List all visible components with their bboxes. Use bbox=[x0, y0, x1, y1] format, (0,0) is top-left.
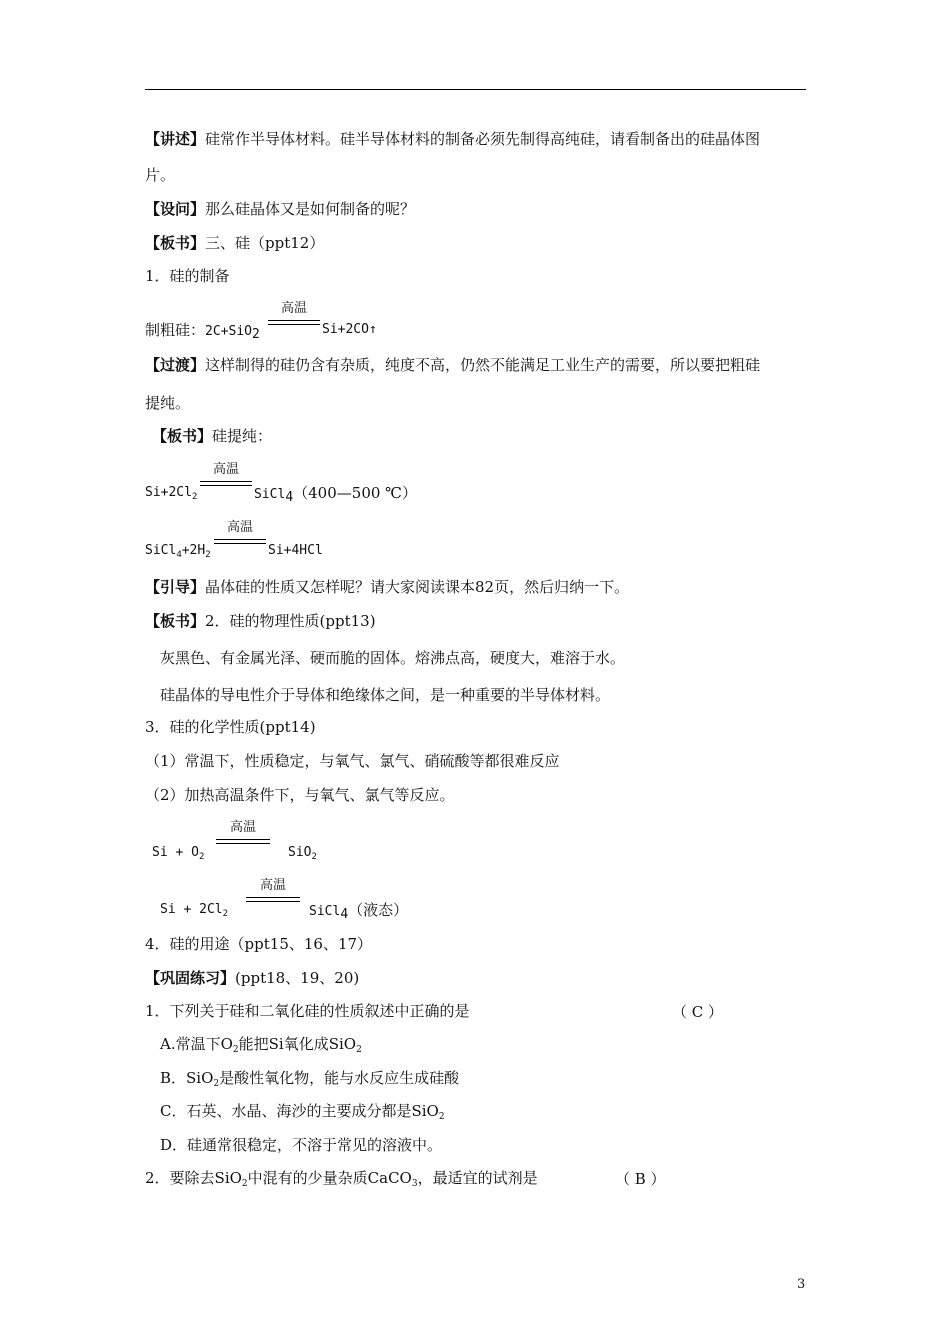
equation-double-line bbox=[214, 539, 266, 544]
board-line-purify: 【板书】硅提纯： bbox=[152, 427, 273, 445]
exercise-heading: 【巩固练习】(ppt18、19、20) bbox=[145, 969, 360, 987]
equation-purify-2-reactants: $SiCl_4+2H_2$ bbox=[145, 543, 211, 560]
equation-chlorination-reactants: $Si + 2Cl_2$ bbox=[160, 902, 229, 919]
physical-property-line: 灰黑色、有金属光泽、硬而脆的固体。熔沸点高，硬度大，难溶于水。 bbox=[160, 649, 626, 667]
chemical-property-line: （1）常温下，性质稳定，与氧气、氯气、硝硫酸等都很难反应 bbox=[145, 752, 560, 770]
equation-double-line bbox=[268, 320, 320, 325]
board-line-physical: 【板书】2．硅的物理性质(ppt13) bbox=[145, 612, 376, 630]
question-line: 【设问】那么硅晶体又是如何制备的呢？ bbox=[145, 200, 416, 218]
page-number: 3 bbox=[797, 1277, 806, 1292]
question-1-option-b: B．SiO$_2$是酸性氧化物，能与水反应生成硅酸 bbox=[160, 1069, 460, 1089]
question-2-stem: 2．要除去SiO$_2$中混有的少量杂质CaCO$_3$，最适宜的试剂是 bbox=[145, 1169, 538, 1189]
condition-label: 高温 bbox=[226, 520, 253, 535]
question-1-option-a: A.常温下$O_2$能把Si氧化成SiO$_2$ bbox=[160, 1035, 362, 1055]
transition-line: 【过渡】这样制得的硅仍含有杂质，纯度不高，仍然不能满足工业生产的需要，所以要把粗硅 bbox=[145, 356, 761, 374]
chemical-property-line: （2）加热高温条件下，与氧气、氯气等反应。 bbox=[145, 786, 455, 804]
section-heading: 4．硅的用途（ppt15、16、17） bbox=[145, 935, 373, 953]
condition-label: 高温 bbox=[259, 878, 286, 893]
equation-double-line bbox=[216, 839, 270, 844]
question-1-option-c: C．石英、水晶、海沙的主要成分都是SiO$_2$ bbox=[160, 1102, 445, 1122]
condition-label: 高温 bbox=[212, 462, 239, 477]
equation-chlorination-products: SiCl$_4$（液态） bbox=[309, 901, 409, 922]
section-heading: 1．硅的制备 bbox=[145, 267, 230, 285]
equation-oxidation-products: SiO$_2$ bbox=[288, 845, 317, 862]
question-1-stem: 1．下列关于硅和二氧化硅的性质叙述中正确的是 bbox=[145, 1002, 470, 1020]
section-heading: 3．硅的化学性质(ppt14) bbox=[145, 718, 316, 736]
transition-line-cont: 提纯。 bbox=[145, 394, 191, 412]
condition-label: 高温 bbox=[229, 820, 256, 835]
question-1-answer: （ C ） bbox=[672, 1003, 724, 1021]
question-2-answer: （ B ） bbox=[615, 1170, 666, 1188]
equation-purify-2-products: Si+4HCl bbox=[268, 543, 323, 558]
condition-label: 高温 bbox=[280, 301, 307, 316]
equation-purify-1-products: SiCl$_4$（400—500 ℃） bbox=[254, 484, 417, 505]
narration-line-cont: 片。 bbox=[145, 166, 176, 184]
equation-purify-1-reactants: $Si+2Cl_2$ bbox=[145, 485, 198, 502]
equation-crude-silicon: 制粗硅：2C+SiO$_2$ bbox=[145, 321, 260, 342]
equation-crude-silicon-product: Si+2CO↑ bbox=[322, 322, 377, 337]
guide-line: 【引导】晶体硅的性质又怎样呢？请大家阅读课本82页，然后归纳一下。 bbox=[145, 578, 630, 596]
physical-property-line: 硅晶体的导电性介于导体和绝缘体之间，是一种重要的半导体材料。 bbox=[160, 686, 611, 704]
equation-double-line bbox=[246, 897, 300, 902]
equation-double-line bbox=[200, 481, 252, 486]
board-line: 【板书】三、硅（ppt12） bbox=[145, 234, 325, 252]
equation-oxidation-reactants: $Si + O_2$ bbox=[152, 845, 205, 862]
question-1-option-d: D．硅通常很稳定，不溶于常见的溶液中。 bbox=[160, 1136, 443, 1154]
header-rule bbox=[145, 89, 806, 90]
narration-line: 【讲述】硅常作半导体材料。硅半导体材料的制备必须先制得高纯硅，请看制备出的硅晶体图 bbox=[145, 130, 761, 148]
